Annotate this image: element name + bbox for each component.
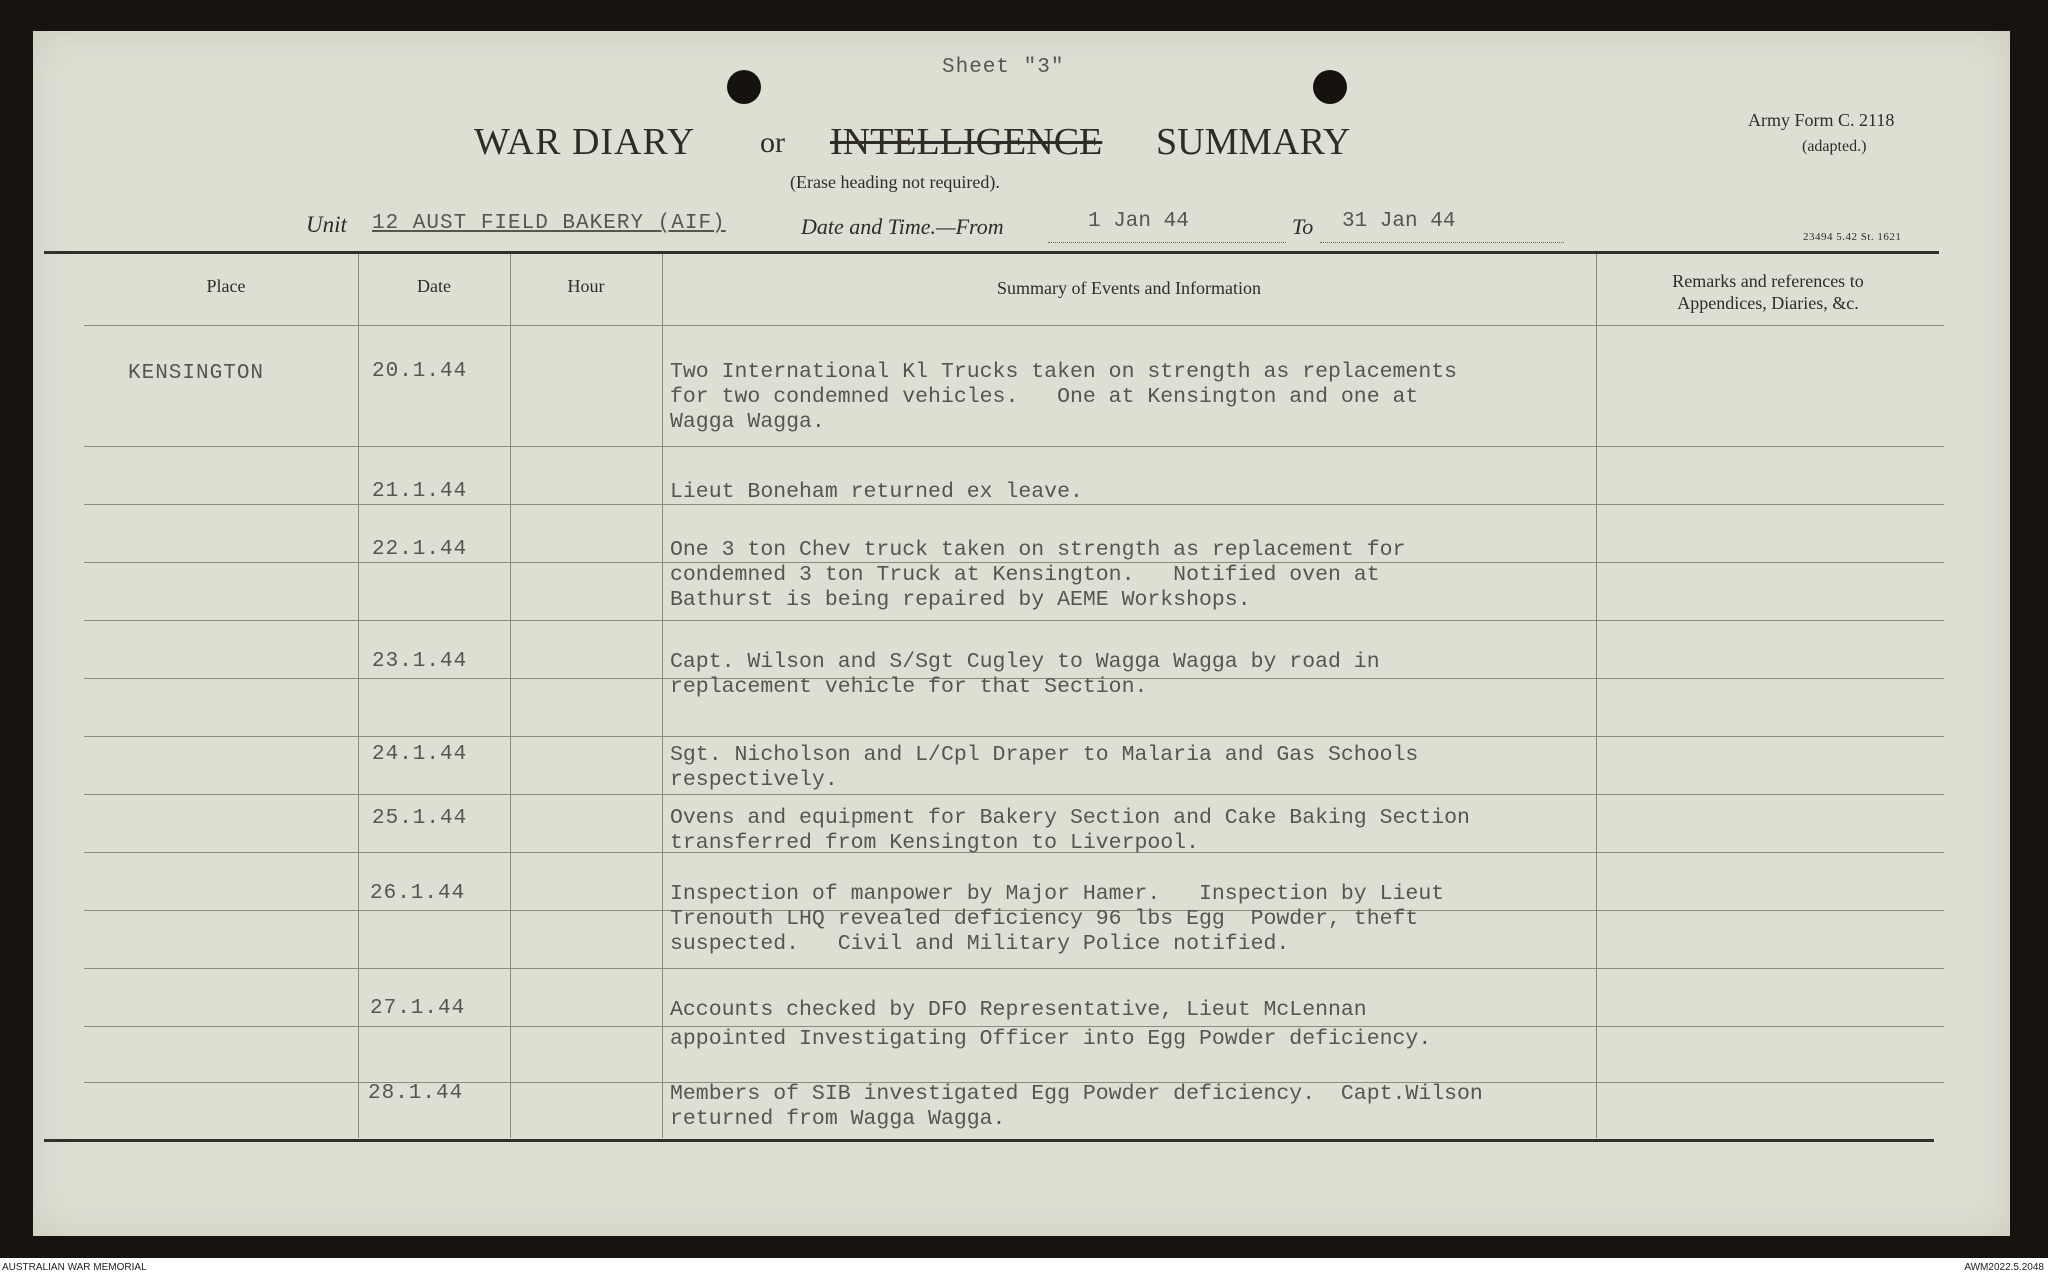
entry-summary: Accounts checked by DFO Representative, Lieut McLennan appointed Investigating Officer into Egg Powder deficiency. — [670, 998, 1432, 1051]
form-adapted-note: (adapted.) — [1802, 138, 1867, 155]
entry-date: 27.1.44 — [370, 997, 466, 1020]
title-or: or — [760, 126, 785, 159]
header-underline — [84, 325, 1944, 326]
entry-summary: One 3 ton Chev truck taken on strength as replacement for condemned 3 ton Truck at Kensington. Notified oven at Bathurst is being repaired by AEME Workshops. — [670, 538, 1406, 612]
entry-summary: Ovens and equipment for Bakery Section and Cake Baking Section transferred from Kensington to Liverpool. — [670, 806, 1470, 855]
table-bottom-rule — [44, 1139, 1934, 1142]
table-top-rule — [44, 251, 1939, 254]
entry-summary: Capt. Wilson and S/Sgt Cugley to Wagga Wagga by road in replacement vehicle for that Section. — [670, 650, 1380, 699]
date-from: 1 Jan 44 — [1088, 210, 1189, 233]
form-title — [0, 120, 2048, 170]
title-summary: SUMMARY — [1156, 121, 1351, 163]
from-dotted-line — [1048, 242, 1286, 243]
to-dotted-line — [1320, 242, 1564, 243]
punch-hole — [1313, 70, 1347, 104]
place-cell: KENSINGTON — [128, 362, 265, 385]
column-divider-summary-remarks — [1596, 254, 1597, 1138]
entry-date: 25.1.44 — [372, 807, 468, 830]
entry-summary: Two International Kl Trucks taken on strength as replacements for two condemned vehicles. One at Kensington and one at Wagga Wagga. — [670, 360, 1458, 434]
unit-value: 12 AUST FIELD BAKERY (AIF) — [372, 212, 726, 235]
unit-date-row — [0, 208, 2048, 242]
entry-date: 28.1.44 — [368, 1082, 464, 1105]
entry-date: 24.1.44 — [372, 743, 468, 766]
entry-date: 26.1.44 — [370, 882, 466, 905]
entry-date: 21.1.44 — [372, 480, 468, 503]
unit-label: Unit — [306, 212, 347, 237]
column-header-date: Date — [417, 276, 451, 296]
entry-summary: Sgt. Nicholson and L/Cpl Draper to Malaria and Gas Schools respectively. — [670, 743, 1419, 792]
ruled-line — [84, 794, 1944, 795]
entry-summary: Members of SIB investigated Egg Powder deficiency. Capt.Wilson returned from Wagga Wagga. — [670, 1082, 1483, 1131]
column-divider-hour-summary — [662, 254, 663, 1138]
entry-summary: Lieut Boneham returned ex leave. — [670, 480, 1083, 504]
column-header-summary: Summary of Events and Information — [997, 278, 1261, 298]
punch-hole — [727, 70, 761, 104]
entry-date: 20.1.44 — [372, 360, 468, 383]
column-divider-date-hour — [510, 254, 511, 1138]
form-print-code: 23494 5.42 St. 1621 — [1803, 231, 1902, 243]
army-form-number: Army Form C. 2118 — [1748, 110, 1895, 130]
entry-date: 23.1.44 — [372, 650, 468, 673]
column-divider-place-date — [358, 254, 359, 1138]
archive-credit: AUSTRALIAN WAR MEMORIAL — [2, 1262, 147, 1273]
entry-summary: Inspection of manpower by Major Hamer. Inspection by Lieut Trenouth LHQ revealed deficiency 96 lbs Egg Powder, theft suspected. Civil and Military Police notified. — [670, 882, 1445, 956]
ruled-line — [84, 736, 1944, 737]
date-to: 31 Jan 44 — [1342, 210, 1456, 233]
date-to-label: To — [1292, 214, 1314, 239]
title-war-diary: WAR DIARY — [474, 121, 696, 163]
title-intelligence-struck: INTELLIGENCE — [830, 121, 1103, 163]
ruled-line — [84, 446, 1944, 447]
ruled-line — [84, 968, 1944, 969]
entry-date: 22.1.44 — [372, 538, 468, 561]
column-header-remarks: Remarks and references to Appendices, Diaries, &c. — [1672, 271, 1864, 313]
column-header-place: Place — [206, 276, 246, 296]
date-time-label: Date and Time.—From — [801, 214, 1004, 239]
column-header-hour: Hour — [567, 276, 605, 296]
sheet-number: Sheet "3" — [942, 56, 1065, 79]
ruled-line — [84, 620, 1944, 621]
archive-reference: AWM2022.5.2048 — [1964, 1262, 2044, 1273]
erase-note: (Erase heading not required). — [790, 172, 1000, 192]
